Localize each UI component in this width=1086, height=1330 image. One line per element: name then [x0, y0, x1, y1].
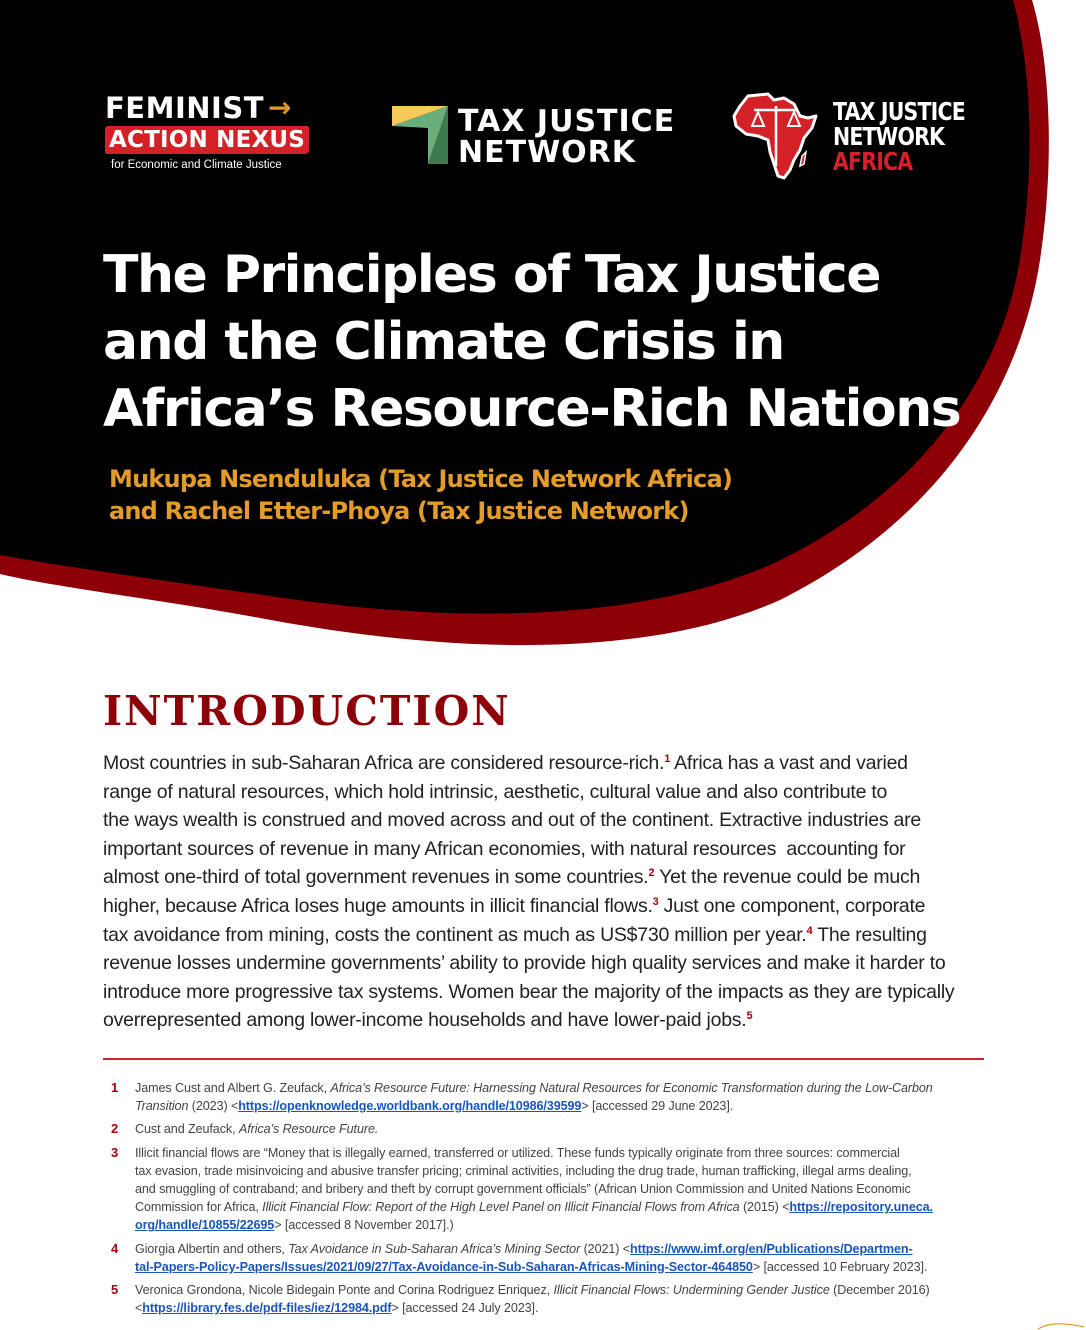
- author-line: and Rachel Etter-Phoya (Tax Justice Network): [109, 497, 689, 525]
- arrow-right-icon: →: [268, 91, 292, 124]
- footnote-3: 3 Illicit financial flows are “Money that is illegally earned, transferred or utilized. These funds typically originate from three sources: commercial tax evasion, trade misinvoicing and abusive transfer pricing; criminal activities, including the drug trade, human trafficking, illegal arms dealing, and smuggling of contraband; and bribery and theft by corrupt government officials” (African Union Commission and United Nations Economic Commission for Africa, Illicit Financial Flow: Report of the High Level Panel on Illicit Financial Flows from Africa (2015) <https://repository.uneca. org/handle/10855/22695> [accessed 8 November 2017].): [103, 1144, 983, 1235]
- paragraph-line: important sources of revenue in many African economies, with natural resources accounting for: [103, 837, 906, 860]
- page-title: [103, 242, 961, 443]
- footnote-ref-5[interactable]: 5: [746, 1010, 753, 1023]
- paragraph-line: range of natural resources, which hold intrinsic, aesthetic, cultural value and also contribute to: [103, 780, 888, 803]
- logo-tjna-line3: AFRICA: [833, 146, 913, 176]
- footnote-link[interactable]: tal-Papers-Policy-Papers/Issues/2021/09/27/Tax-Avoidance-in-Sub-Saharan-Africas-Mining-Sector-464850: [135, 1259, 753, 1274]
- footnote-link[interactable]: https://www.imf.org/en/Publications/Departmen-: [630, 1241, 913, 1256]
- footnote-link[interactable]: org/handle/10855/22695: [135, 1218, 275, 1233]
- footnote-5: 5 Veronica Grondona, Nicole Bidegain Ponte and Corina Rodriguez Enriquez, Illicit Financial Flows: Undermining Gender Justice (December 2016) <https://library.fes.de/pdf-files/iez/12984.pdf> [accessed 24 July 2023].: [103, 1281, 983, 1317]
- title-line: and the Climate Crisis in: [103, 312, 784, 372]
- logo-fan-title: FEMINIST: [105, 91, 264, 125]
- footnote-ref-2[interactable]: 2: [648, 867, 655, 880]
- logo-tjna-line1: TAX JUSTICE: [833, 96, 965, 126]
- footnote-number: 2: [111, 1121, 119, 1137]
- footnote-ref-1[interactable]: 1: [664, 753, 671, 765]
- introduction-paragraph: [103, 749, 993, 1035]
- paragraph-line: overrepresented among lower-income households and have lower-paid jobs.$^5$: [103, 1009, 753, 1032]
- paragraph-line: the ways wealth is construed and moved across and out of the continent. Extractive industries are: [103, 809, 921, 832]
- logo-tjna-line2: NETWORK: [833, 121, 945, 151]
- logo-tjn-line2: NETWORK: [458, 135, 637, 170]
- title-line: Africa’s Resource-Rich Nations: [103, 379, 961, 439]
- title-line: The Principles of Tax Justice: [103, 245, 881, 305]
- footnote-1: 1 James Cust and Albert G. Zeufack, Africa’s Resource Future: Harnessing Natural Resources for Economic Transformation during the Low-Carbon Transition (2023) <https://openknowledge.worldbank.org/handle/10986/39599> [accessed 29 June 2023].: [103, 1079, 983, 1115]
- paragraph-line: revenue losses undermine governments’ ability to provide high quality services and make it harder to: [103, 952, 946, 975]
- logo-fan-subtitle: ACTION NEXUS: [105, 126, 309, 154]
- footnote-4: 4 Giorgia Albertin and others, Tax Avoidance in Sub-Saharan Africa’s Mining Sector (2021) <https://www.imf.org/en/Publications/Departmen- tal-Papers-Policy-Papers/Issues/2021/09/27/Tax-Avoidance-in-Sub-Saharan-Africas-Mining-Sector-464850> [accessed 10 February 2023].: [103, 1240, 983, 1276]
- footnote-number: 1: [111, 1080, 119, 1095]
- footnote-divider: [103, 1058, 984, 1060]
- footnote-link[interactable]: https://openknowledge.worldbank.org/handle/10986/39599: [238, 1099, 582, 1114]
- footnote-number: 3: [111, 1144, 119, 1160]
- footnote-number: 5: [111, 1282, 119, 1298]
- paragraph-line: tax avoidance from mining, costs the continent as much as US$730 million per year.$^4$ The resulting: [103, 923, 927, 946]
- section-heading-introduction: INTRODUCTION: [103, 687, 511, 735]
- paragraph-line: introduce more progressive tax systems. Women bear the majority of the impacts as they are typically: [103, 980, 955, 1003]
- tjn-logo-mark-icon: [392, 106, 448, 164]
- decorative-curve-icon: [1036, 1322, 1086, 1330]
- authors: [109, 463, 732, 527]
- footnote-link[interactable]: https://library.fes.de/pdf-files/iez/12984.pdf: [142, 1301, 392, 1316]
- logo-feminist-action-nexus: [105, 92, 320, 171]
- logo-tax-justice-network-africa: [728, 90, 994, 182]
- footnotes: [103, 1079, 983, 1322]
- paragraph-line: higher, because Africa loses huge amounts in illicit financial flows.$^3$ Just one component, corporate: [103, 894, 926, 917]
- footnote-link[interactable]: https://repository.uneca.: [789, 1200, 933, 1215]
- africa-scales-icon: [728, 90, 823, 182]
- logo-tjn-line1: TAX JUSTICE: [458, 104, 676, 139]
- author-line: Mukupa Nsenduluka (Tax Justice Network Africa): [109, 465, 733, 493]
- footnote-ref-4[interactable]: 4: [806, 924, 813, 937]
- logo-fan-tagline: for Economic and Climate Justice: [111, 159, 282, 171]
- footnote-number: 4: [111, 1240, 119, 1256]
- footnote-2: 2 Cust and Zeufack, Africa’s Resource Future.: [103, 1120, 983, 1138]
- footnote-ref-3[interactable]: 3: [652, 895, 659, 908]
- paragraph-line: Most countries in sub-Saharan Africa are considered resource-rich.$^1$ Africa has a vast and varied: [103, 752, 908, 774]
- paragraph-line: almost one-third of total government revenues in some countries.$^2$ Yet the revenue could be much: [103, 866, 921, 889]
- logo-tax-justice-network: [392, 106, 675, 168]
